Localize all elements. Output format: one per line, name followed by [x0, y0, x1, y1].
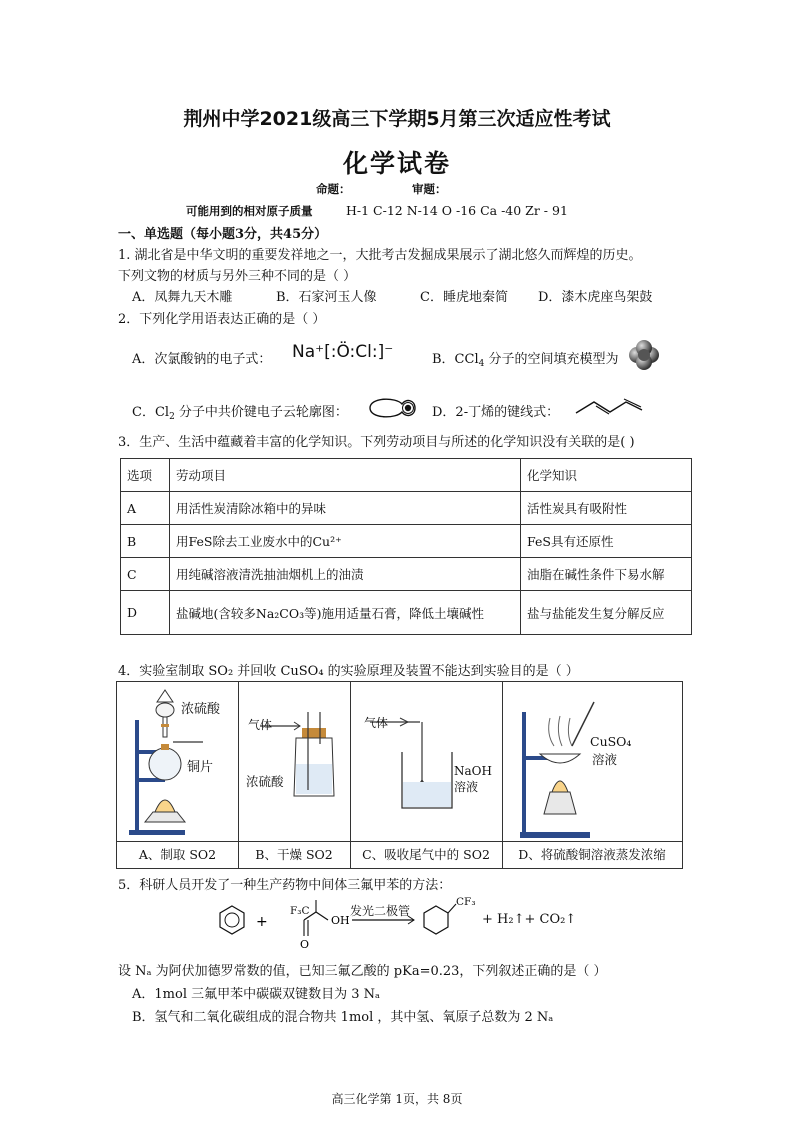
- apparatus-b: [238, 682, 351, 868]
- apparatus-a: [117, 682, 239, 868]
- label-naoh-solution: 溶液: [454, 780, 479, 794]
- label-cuso4-solution: 溶液: [592, 752, 618, 767]
- q5-byproducts: + H₂↑+ CO₂↑: [482, 912, 577, 927]
- q2-electron-formula: Na⁺[:Ö:Cl:]⁻: [292, 342, 394, 362]
- apparatus-d: [502, 682, 682, 868]
- label-gas-b: 气体: [248, 718, 273, 732]
- q2-option-d-label: D．2-丁烯的键线式：: [432, 405, 560, 420]
- q1-option-a: A．凤舞九天木雕: [132, 290, 233, 305]
- q2-stem: 2．下列化学用语表达正确的是（ ）: [118, 312, 326, 327]
- q2-option-c: C．$Cl_2$ 分子中共价键电子云轮廓图：: [132, 405, 348, 422]
- reviewer-label: 审题：: [412, 182, 447, 196]
- label-gas-c: 气体: [364, 716, 389, 730]
- page-footer: 高三化学第 1页，共 8页: [331, 1092, 463, 1106]
- svg-text:+: +: [256, 914, 268, 930]
- table-row: [121, 525, 692, 558]
- subject-title: 化学试卷: [342, 149, 451, 178]
- caption-d: D、将硫酸铜溶液蒸发浓缩: [502, 841, 682, 868]
- q5-given: 设 Nₐ 为阿伏加德罗常数的值，已知三氟乙酸的 pKa=0.23，下列叙述正确的是（ ）: [118, 964, 607, 979]
- q5-stem: 5．科研人员开发了一种生产药物中间体三氟甲苯的方法：: [118, 878, 452, 893]
- section-heading: 一、单选题（每小题3分，共45分）: [118, 227, 328, 242]
- q1-option-c: C．睡虎地秦简: [420, 290, 508, 305]
- q5-reagent-cf3: F₃C: [290, 905, 310, 917]
- q1-option-b: B．石家河玉人像: [276, 290, 377, 305]
- row-knowledge: 盐与盐能发生复分解反应: [521, 591, 692, 635]
- row-option: C: [121, 558, 170, 591]
- tail-gas-absorber-drawing: [350, 682, 502, 842]
- row-task: 用纯碱溶液清洗抽油烟机上的油渍: [170, 558, 521, 591]
- caption-a: A、制取 SO2: [117, 841, 238, 868]
- atomic-mass-values: H-1 C-12 N-14 O -16 Ca -40 Zr - 91: [346, 203, 568, 218]
- q5-condition: 发光二极管: [350, 904, 411, 918]
- row-option: A: [121, 492, 170, 525]
- svg-text:OH: OH: [331, 914, 350, 927]
- caption-b: B、干燥 SO2: [238, 841, 350, 868]
- q3-table: [120, 458, 692, 635]
- row-option: D: [121, 591, 170, 635]
- label-naoh: NaOH: [454, 764, 492, 778]
- atomic-mass-label: 可能用到的相对原子质量: [186, 204, 313, 218]
- header-task: 劳动项目: [170, 459, 521, 492]
- q5-option-b: B．氢气和二氧化碳组成的混合物共 1mol ，其中氢、氧原子总数为 2 Nₐ: [132, 1010, 554, 1025]
- row-knowledge: FeS具有还原性: [521, 525, 692, 558]
- table-row: [121, 558, 692, 591]
- table-header-row: [121, 459, 692, 492]
- ccl4-space-filling-model: [627, 340, 661, 370]
- exam-title: 荆州中学2021级高三下学期5月第三次适应性考试: [183, 108, 611, 130]
- apparatus-c: [350, 682, 503, 868]
- row-task: 用活性炭清除冰箱中的异味: [170, 492, 521, 525]
- q5-product-group: CF₃: [456, 896, 476, 908]
- label-conc-acid: 浓硫酸: [181, 702, 221, 717]
- apparatus-panel: [116, 681, 683, 869]
- header-knowledge: 化学知识: [521, 459, 692, 492]
- gas-washing-bottle-drawing: [238, 682, 350, 842]
- q1-stem-line1: 1. 湖北省是中华文明的重要发祥地之一，大批考古发掘成果展示了湖北悠久而辉煌的历史。: [118, 248, 642, 263]
- q1-option-d: D．漆木虎座鸟架鼓: [538, 290, 653, 305]
- svg-text:O: O: [300, 938, 310, 951]
- row-task: 用FeS除去工业废水中的Cu²⁺: [170, 525, 521, 558]
- q2-option-a-label: A．次氯酸钠的电子式：: [132, 352, 272, 367]
- table-row: [121, 492, 692, 525]
- q3-stem: 3．生产、生活中蕴藏着丰富的化学知识。下列劳动项目与所述的化学知识没有关联的是( ): [118, 435, 635, 450]
- label-cuso4: CuSO₄: [590, 734, 632, 749]
- caption-c: C、吸收尾气中的 SO2: [350, 841, 502, 868]
- cl2-electron-cloud-diagram: [366, 394, 418, 422]
- q1-stem-line2: 下列文物的材质与另外三种不同的是（ ）: [118, 269, 357, 284]
- q4-stem: 4．实验室制取 SO₂ 并回收 CuSO₄ 的实验原理及装置不能达到实验目的是（ ）: [118, 664, 579, 679]
- row-option: B: [121, 525, 170, 558]
- q2-option-b: B．CCl$_4$ 分子的空间填充模型为: [432, 352, 619, 369]
- table-row: [121, 591, 692, 635]
- q5-option-a: A．1mol 三氟甲苯中碳碳双键数目为 3 Nₐ: [132, 987, 381, 1002]
- label-conc-acid-b: 浓硫酸: [246, 774, 284, 789]
- row-knowledge: 油脂在碱性条件下易水解: [521, 558, 692, 591]
- header-option: 选项: [121, 459, 170, 492]
- row-knowledge: 活性炭具有吸附性: [521, 492, 692, 525]
- 2-butene-skeletal-formula: [574, 396, 646, 416]
- row-task: 盐碱地(含较多Na₂CO₃等)施用适量石膏，降低土壤碱性: [170, 591, 521, 635]
- label-copper: 铜片: [187, 760, 214, 775]
- author-label: 命题：: [316, 182, 351, 196]
